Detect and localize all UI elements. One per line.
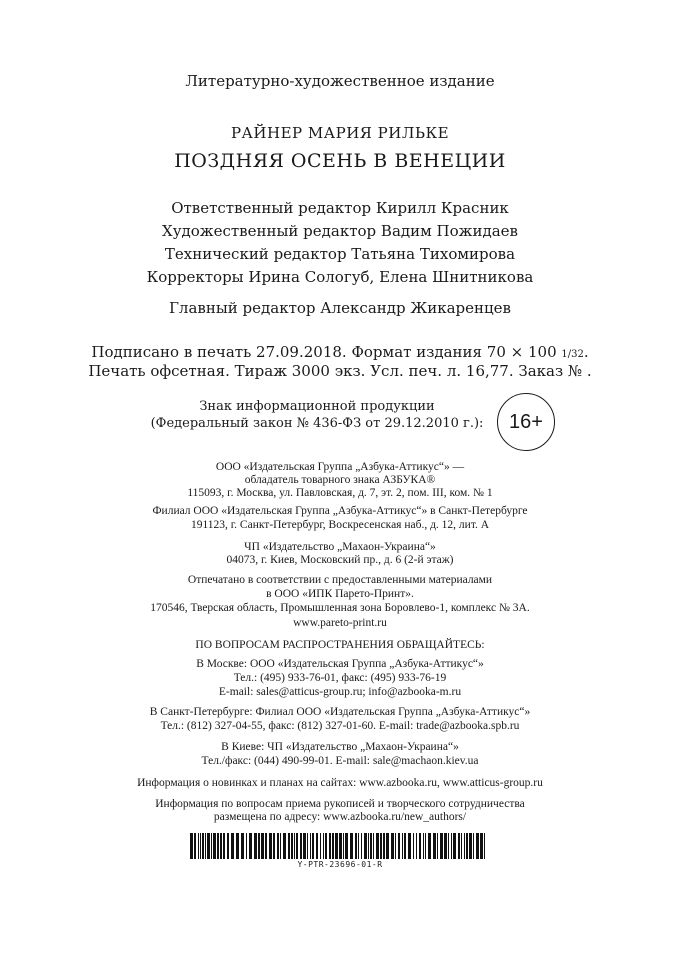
barcode-bar bbox=[370, 833, 372, 859]
barcode-bar bbox=[473, 833, 474, 859]
barcode-bar bbox=[273, 833, 275, 859]
barcode-bar bbox=[283, 833, 286, 859]
barcode-bar bbox=[364, 833, 367, 859]
barcode-bar bbox=[476, 833, 479, 859]
barcode-bar bbox=[300, 833, 302, 859]
barcode-bar bbox=[269, 833, 272, 859]
barcode-bar bbox=[350, 833, 353, 859]
barcode-bar bbox=[200, 833, 201, 859]
barcode-bar bbox=[339, 833, 342, 859]
spb-line: Тел.: (812) 327-04-55, факс: (812) 327-01-60. E-mail: trade@azbooka.spb.ru bbox=[160, 720, 520, 732]
barcode-bar bbox=[217, 833, 219, 859]
kiev-line: В Киеве: ЧП «Издательство „Махаон-Украина“» bbox=[221, 741, 459, 753]
barcode-bar bbox=[358, 833, 359, 859]
barcode-bar bbox=[303, 833, 306, 859]
barcode-bar bbox=[419, 833, 421, 859]
barcode-bar bbox=[254, 833, 257, 859]
publisher-line: обладатель товарного знака АЗБУКА® bbox=[244, 474, 436, 486]
moscow-line: Тел.: (495) 933-76-01, факс: (495) 933-76-19 bbox=[233, 672, 447, 684]
barcode-bar bbox=[437, 833, 438, 859]
barcode-bar bbox=[291, 833, 293, 859]
barcode bbox=[190, 833, 490, 859]
barcode-bar bbox=[312, 833, 314, 859]
barcode-bar bbox=[249, 833, 252, 859]
barcode-bar bbox=[277, 833, 279, 859]
barcode-bar bbox=[198, 833, 199, 859]
barcode-bar bbox=[404, 833, 406, 859]
barcode-bar bbox=[325, 833, 327, 859]
spb-branch-line: 191123, г. Санкт-Петербург, Воскресенская наб., д. 12, лит. А bbox=[190, 519, 490, 531]
kiev-branch-line: 04073, г. Киев, Московский пр., д. 6 (2-й этаж) bbox=[226, 554, 454, 566]
manuscripts-line: Информация по вопросам приема рукописей и творческого сотрудничества bbox=[155, 798, 525, 810]
barcode-bar bbox=[294, 833, 295, 859]
info-label-1: Знак информационной продукции bbox=[199, 399, 435, 414]
barcode-bar bbox=[376, 833, 379, 859]
barcode-bar bbox=[433, 833, 436, 859]
manuscripts-line: размещена по адресу: www.azbooka.ru/new_authors/ bbox=[213, 811, 467, 823]
moscow-line: E-mail: sales@atticus-group.ru; info@azbooka-m.ru bbox=[218, 686, 462, 698]
barcode-bar bbox=[386, 833, 389, 859]
moscow-line: В Москве: ООО «Издательская Группа „Азбука-Аттикус“» bbox=[196, 658, 484, 670]
printer-line: Отпечатано в соответствии с предоставленными материалами bbox=[187, 574, 493, 586]
barcode-bar bbox=[261, 833, 264, 859]
barcode-bar bbox=[453, 833, 456, 859]
barcode-bar bbox=[345, 833, 348, 859]
print-info-text: Подписано в печать 27.09.2018. Формат издания 70 × 100 bbox=[91, 343, 562, 361]
barcode-bar bbox=[241, 833, 244, 859]
barcode-bar bbox=[416, 833, 417, 859]
barcode-bar bbox=[207, 833, 210, 859]
barcode-bar bbox=[428, 833, 431, 859]
barcode-bar bbox=[448, 833, 449, 859]
barcode-bar bbox=[316, 833, 318, 859]
barcode-bar bbox=[310, 833, 311, 859]
credit-line: Художественный редактор Вадим Пожидаев bbox=[162, 222, 518, 240]
barcode-bar bbox=[223, 833, 225, 859]
barcode-bar bbox=[361, 833, 362, 859]
barcode-bar bbox=[480, 833, 483, 859]
barcode-bar bbox=[466, 833, 468, 859]
barcode-bar bbox=[323, 833, 324, 859]
printer-line: 170546, Тверская область, Промышленная зона Боровлево-1, комплекс № 3А. bbox=[150, 602, 530, 614]
websites-line: Информация о новинках и планах на сайтах: www.azbooka.ru, www.atticus-group.ru bbox=[137, 777, 543, 789]
barcode-bar bbox=[296, 833, 298, 859]
barcode-bar bbox=[343, 833, 344, 859]
book-title: ПОЗДНЯЯ ОСЕНЬ В ВЕНЕЦИИ bbox=[174, 150, 506, 172]
credit-line: Ответственный редактор Кирилл Красник bbox=[171, 199, 509, 217]
info-product-label bbox=[146, 398, 488, 432]
barcode-bar bbox=[464, 833, 465, 859]
barcode-bar bbox=[329, 833, 331, 859]
barcode-bar bbox=[332, 833, 334, 859]
barcode-bar bbox=[265, 833, 267, 859]
spb-line: В Санкт-Петербурге: Филиал ООО «Издательская Группа „Азбука-Аттикус“» bbox=[149, 706, 531, 718]
kiev-branch-line: ЧП «Издательство „Махаон-Украина“» bbox=[244, 541, 436, 553]
printer-website: www.pareto-print.ru bbox=[293, 617, 387, 629]
barcode-bar bbox=[373, 833, 374, 859]
barcode-bar bbox=[408, 833, 411, 859]
kiev-line: Тел./факс: (044) 490-99-01. E-mail: sale@machaon.kiev.ua bbox=[201, 755, 479, 767]
credit-line: Технический редактор Татьяна Тихомирова bbox=[164, 245, 516, 263]
barcode-bar bbox=[202, 833, 204, 859]
barcode-bar bbox=[383, 833, 385, 859]
barcode-bar bbox=[280, 833, 281, 859]
format-fraction: 1/32 bbox=[561, 349, 584, 360]
barcode-bar bbox=[236, 833, 239, 859]
barcode-bar bbox=[368, 833, 369, 859]
printer-line: в ООО «ИПК Парето-Принт». bbox=[266, 588, 414, 600]
barcode-bar bbox=[227, 833, 229, 859]
credit-line: Корректоры Ирина Сологуб, Елена Шнитникова bbox=[146, 268, 534, 286]
barcode-bar bbox=[391, 833, 394, 859]
age-rating-badge: 16+ bbox=[497, 393, 555, 451]
barcode-bar bbox=[258, 833, 260, 859]
barcode-bar bbox=[320, 833, 321, 859]
barcode-bar bbox=[190, 833, 193, 859]
barcode-bar bbox=[220, 833, 222, 859]
barcode-bar bbox=[380, 833, 382, 859]
spb-branch-line: Филиал ООО «Издательская Группа „Азбука-Аттикус“» в Санкт-Петербурге bbox=[152, 505, 528, 517]
barcode-bar bbox=[288, 833, 290, 859]
barcode-bar bbox=[402, 833, 403, 859]
barcode-bar bbox=[398, 833, 400, 859]
print-info-line-1: Подписано в печать 27.09.2018. Формат издания 70 × 100 1/32. bbox=[91, 343, 589, 361]
barcode-bar bbox=[444, 833, 447, 859]
edition-type: Литературно-художественное издание bbox=[185, 72, 495, 90]
barcode-bar bbox=[425, 833, 426, 859]
barcode-bar bbox=[213, 833, 216, 859]
barcode-bar bbox=[395, 833, 396, 859]
chief-editor: Главный редактор Александр Жикаренцев bbox=[169, 299, 511, 317]
print-info-line-2: Печать офсетная. Тираж 3000 экз. Усл. печ. л. 16,77. Заказ № . bbox=[88, 362, 592, 380]
barcode-bar bbox=[231, 833, 234, 859]
barcode-bar bbox=[469, 833, 472, 859]
barcode-bar bbox=[440, 833, 443, 859]
barcode-bar bbox=[307, 833, 308, 859]
barcode-text: Y-PTR-23696-01-R bbox=[297, 860, 383, 869]
publisher-line: 115093, г. Москва, ул. Павловская, д. 7, эт. 2, пом. III, ком. № 1 bbox=[187, 487, 493, 499]
barcode-bar bbox=[335, 833, 338, 859]
barcode-bar bbox=[413, 833, 414, 859]
info-label-2: (Федеральный закон № 436-ФЗ от 29.12.2010 г.): bbox=[150, 416, 484, 431]
distribution-heading: ПО ВОПРОСАМ РАСПРОСТРАНЕНИЯ ОБРАЩАЙТЕСЬ: bbox=[195, 639, 485, 651]
barcode-bar bbox=[461, 833, 462, 859]
author-name: РАЙНЕР МАРИЯ РИЛЬКЕ bbox=[230, 124, 450, 142]
barcode-bar bbox=[423, 833, 424, 859]
barcode-bar bbox=[484, 833, 485, 859]
barcode-bar bbox=[458, 833, 460, 859]
barcode-bar bbox=[355, 833, 357, 859]
barcode-bar bbox=[194, 833, 196, 859]
barcode-bar bbox=[451, 833, 452, 859]
publisher-line: ООО «Издательская Группа „Азбука-Аттикус“» — bbox=[215, 461, 465, 473]
barcode-bar bbox=[246, 833, 247, 859]
barcode-bar bbox=[211, 833, 212, 859]
barcode-bar bbox=[205, 833, 206, 859]
